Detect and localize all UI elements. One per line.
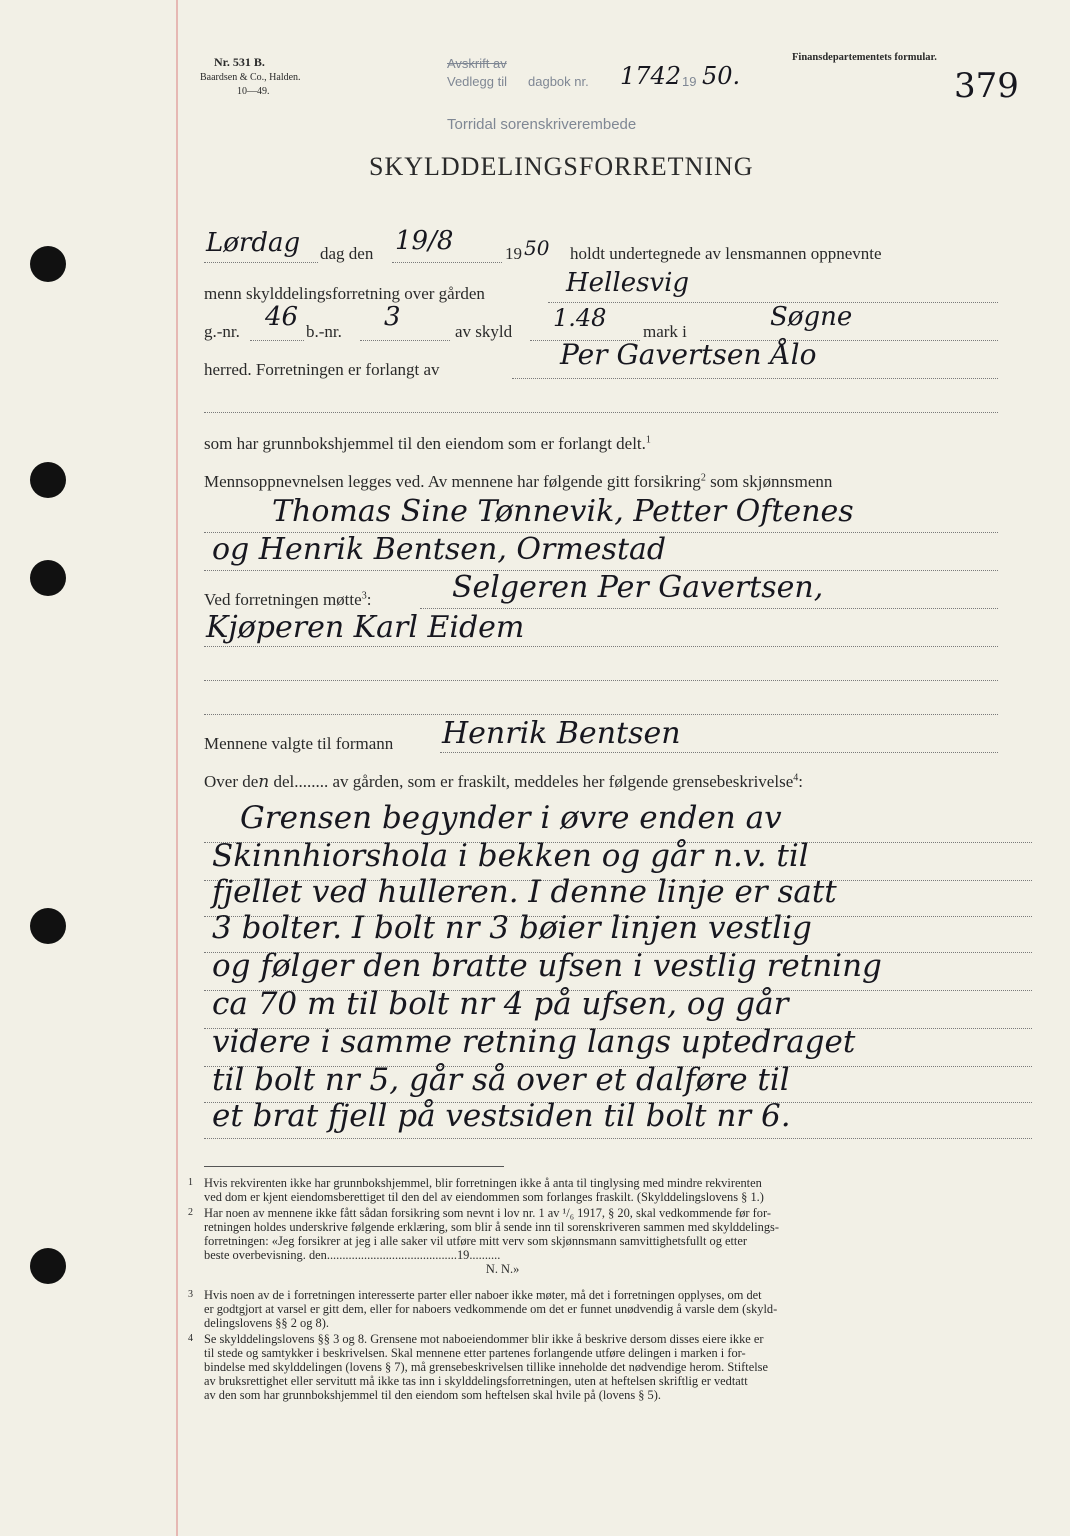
fill-line — [204, 1138, 1032, 1139]
margin-line — [176, 0, 178, 1536]
form-number: Nr. 531 B. — [214, 55, 265, 69]
chair-label: Mennene valgte til formann — [204, 734, 394, 753]
date-value: 19/8 — [395, 226, 454, 256]
present-buyer: Kjøperen Karl Eidem — [206, 610, 525, 645]
requested-by: Per Gavertsen Ålo — [560, 338, 817, 371]
punch-hole — [30, 246, 66, 282]
skyld-label: av skyld — [455, 322, 513, 341]
fill-line — [250, 340, 304, 341]
dagbok-year-prefix: 19 — [682, 74, 697, 89]
punch-hole — [30, 908, 66, 944]
footnote-4: 4 Se skylddelingslovens §§ 3 og 8. Grensene mot naboeiendommer blir ikke å beskrive dersom disses eiere ikke er til stede og samtykker i beskrivelsen. Skal mennene etter partenes forlangende utføre delingen i marken i for- bindelse med skylddelingen (lovens § 7), må grensebeskrivelsen tillike inneholde det nødvendige herom. Stiftelse av bruksrettighet eller servitutt må ikke tas inn i skylddelingsforretningen, uten at heftelsen skriftlig er vedtatt av den som har grunnbokshjemmel til den eiendom som heftelsen skal hvile på (lovens § 5). — [188, 1332, 768, 1402]
fill-line — [204, 412, 998, 413]
gnr-label: g.-nr. — [204, 322, 240, 341]
year-prefix: 19 — [505, 244, 522, 263]
present-seller: Selgeren Per Gavertsen, — [452, 570, 824, 605]
dagbok-number: 1742 — [620, 62, 682, 90]
farm-name: Hellesvig — [566, 268, 690, 298]
page-number: 379 — [954, 66, 1019, 106]
bnr-label: b.-nr. — [306, 322, 342, 341]
footnote-1: 1 Hvis rekvirenten ikke har grunnbokshjemmel, blir forretningen ikke å anta til tinglysing med mindre rekvirenten ved dom er kjent eiendomsberettiget til den del av eiendommen som forlanges fraskilt. (Skylddelingslovens § 1.) — [188, 1176, 764, 1204]
print-date: 10—49. — [237, 86, 270, 97]
boundary-line: Skinnhiorshola i bekken og går n.v. til — [212, 838, 809, 874]
line4-label: herred. Forretningen er forlangt av — [204, 360, 440, 379]
boundary-intro: Over den del........ av gården, som er fraskilt, meddeles her følgende grensebeskrivelse$^4$: — [204, 772, 803, 792]
printer-name: Baardsen & Co., Halden. — [200, 72, 301, 83]
bnr-value: 3 — [384, 302, 401, 332]
boundary-line: 3 bolter. I bolt nr 3 bøier linjen vestlig — [212, 910, 812, 946]
punch-hole — [30, 462, 66, 498]
boundary-line: fjellet ved hulleren. I denne linje er satt — [212, 874, 837, 910]
fill-line — [440, 752, 998, 753]
fill-line — [392, 262, 502, 263]
chair-name: Henrik Bentsen — [442, 716, 681, 751]
stamp-office: Torridal sorenskriverembede — [447, 116, 637, 133]
boundary-line: ca 70 m til bolt nr 4 på ufsen, og går — [212, 986, 789, 1022]
footnote-3: 3 Hvis noen av de i forretningen interesserte parter eller naboer ikke møter, må det i forretningen opplyses, om det er godtgjort at varsel er gitt dem, eller for naboers vedkommende om det er funnet unødvendig å varsle dem (skyld- delingslovens §§ 2 og 8). — [188, 1288, 778, 1330]
stamp-copy-label: Avskrift av — [447, 56, 507, 71]
dagbok-year: 50. — [702, 62, 741, 90]
skyld-value: 1.48 — [553, 304, 607, 332]
boundary-line: videre i samme retning langs uptedraget — [212, 1024, 856, 1060]
mark-label: mark i — [643, 322, 687, 341]
boundary-line: Grensen begynder i øvre enden av — [240, 800, 782, 836]
footnote-separator — [204, 1166, 504, 1167]
herred-name: Søgne — [770, 302, 853, 332]
punch-hole — [30, 1248, 66, 1284]
year-value: 50 — [524, 236, 550, 260]
ministry-form-label: Finansdepartementets formular. — [792, 52, 937, 63]
present-label: Ved forretningen møtte$^3$: — [204, 590, 372, 609]
appraisers-line2: og Henrik Bentsen, Ormestad — [212, 532, 667, 567]
gnr-value: 46 — [265, 302, 299, 332]
appraisers-line1: Thomas Sine Tønnevik, Petter Oftenes — [272, 494, 854, 529]
document-title: SKYLDDELINGSFORRETNING — [369, 152, 754, 181]
line2-label: menn skylddelingsforretning over gården — [204, 284, 485, 303]
line6-text: Mennsoppnevnelsen legges ved. Av mennene har følgende gitt forsikring$^2$ som skjønnsmenn — [204, 472, 833, 491]
fill-line — [204, 262, 318, 263]
stamp-attachment-label: Vedlegg til — [447, 74, 507, 89]
weekday: Lørdag — [206, 228, 301, 258]
line5-text: som har grunnbokshjemmel til den eiendom som er forlangt delt.$^1$ — [204, 434, 651, 453]
boundary-line: et brat fjell på vestsiden til bolt nr 6. — [212, 1098, 791, 1134]
line1-text: holdt undertegnede av lensmannen oppnevnte — [570, 244, 882, 263]
fill-line — [204, 714, 998, 715]
punch-hole — [30, 560, 66, 596]
boundary-line: og følger den bratte ufsen i vestlig retning — [212, 948, 882, 984]
fill-line — [204, 680, 998, 681]
stamp-dagbok-label: dagbok nr. — [528, 74, 589, 89]
fill-line — [204, 646, 998, 647]
fill-line — [420, 608, 998, 609]
boundary-line: til bolt nr 5, går så over et dalføre til — [212, 1062, 790, 1098]
fill-line — [512, 378, 998, 379]
fill-line — [360, 340, 450, 341]
footnote-2: 2 Har noen av mennene ikke fått sådan forsikring som nevnt i lov nr. 1 av ¹/₆ 1917, § 20, skal vedkommende før for- retningen holdes underskrive følgende erklæring, som blir å sende inn til sorenskriveren sammen med skylddelings- forretningen: «Jeg forsikrer at jeg i alle saker vil utføre mitt verv som skjønnsmann samvittighetsfullt og etter beste overbevisning. den..........................................19.......... N. N.» — [188, 1206, 780, 1276]
day-label: dag den — [320, 244, 374, 263]
